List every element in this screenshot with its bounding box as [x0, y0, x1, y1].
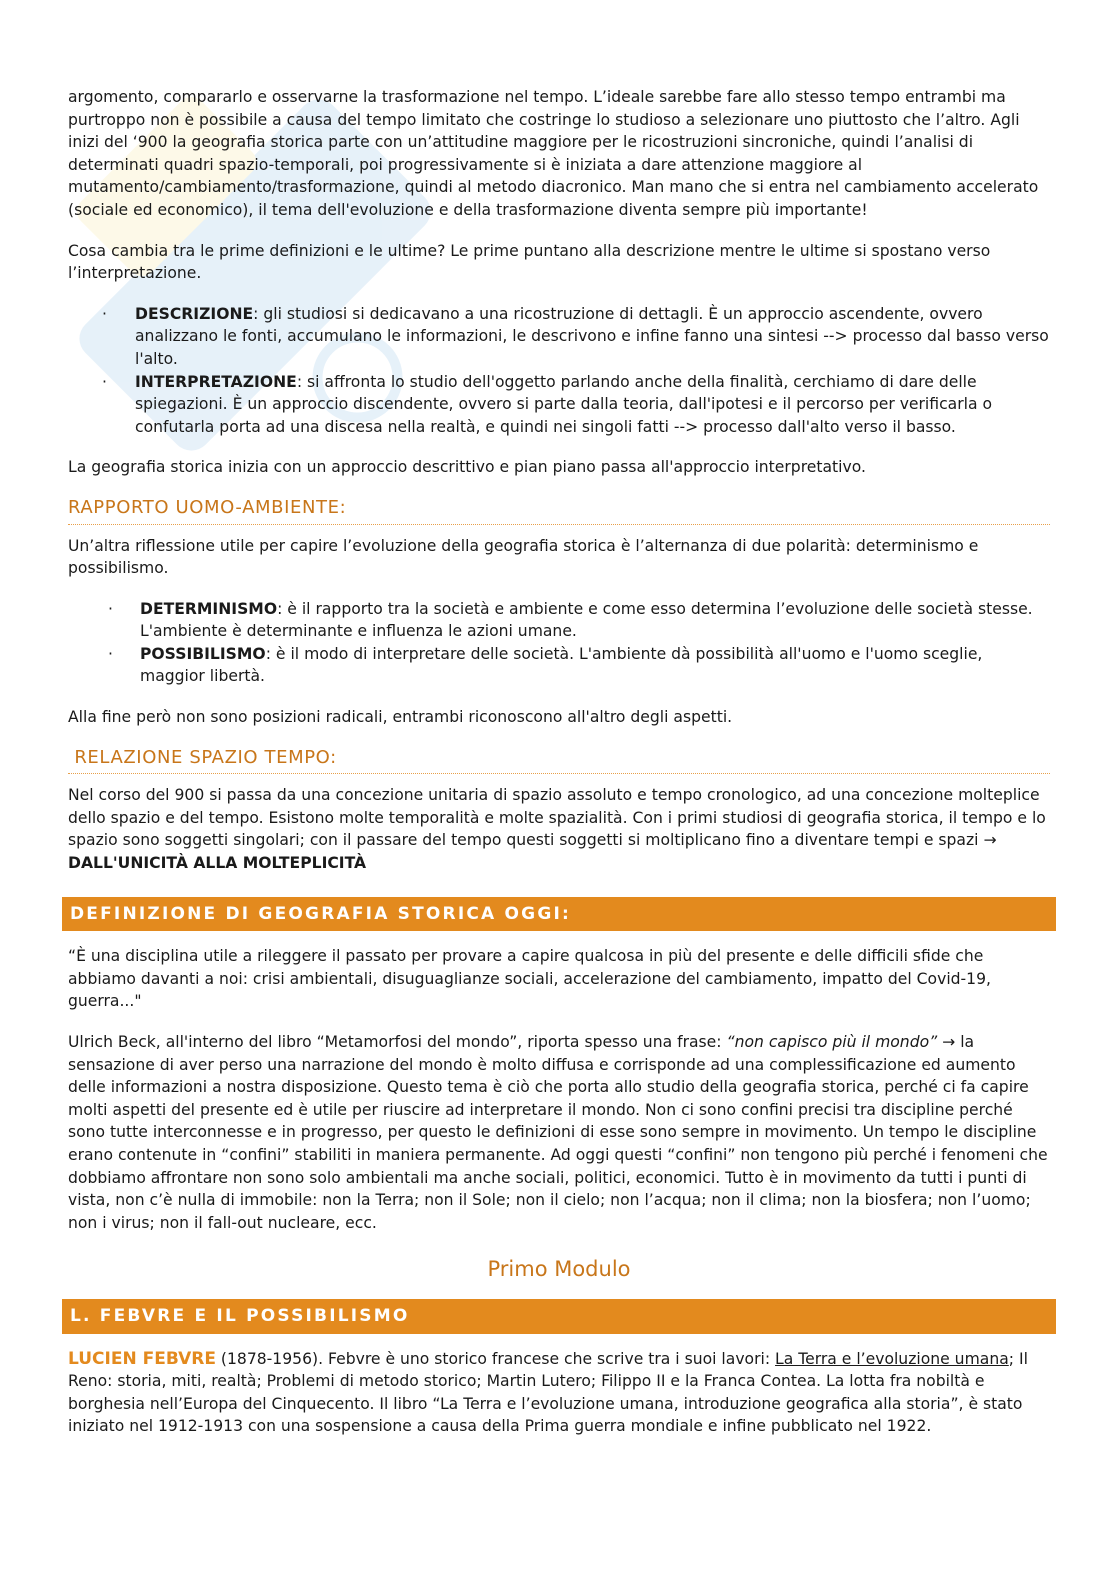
paragraph-approach: La geografia storica inizia con un approccio descrittivo e pian piano passa all'approccio interpretativo. — [68, 458, 866, 477]
paragraph-polarities: Un’altra riflessione utile per capire l’evoluzione della geografia storica è l’alternanza di due polarità: determinismo e possibilismo. — [68, 536, 979, 578]
beck-quote: “non capisco più il mondo” — [726, 1033, 938, 1051]
beck-text: la sensazione di aver perso una narrazione del mondo è molto diffusa e corrisponde ad una complessificazione ed aumento delle informazioni a nostra disposizione. Questo tema è ciò che porta allo studio della geografia storica, perché ci fa capire molti aspetti del presente ed è utile per riuscire ad interpretare il mondo. Non ci sono confini precisi tra discipline perché sono tutte interconnesse e in progresso, per questo le definizioni di esse sono sempre in movimento. Un tempo le discipline erano contenute in “confini” stabiliti in maniera permanente. Ad oggi questi “confini” non tengono più perché i fenomeni che dobbiamo affrontare non sono solo ambientali ma anche sociali, politici, economici. Tutto è in movimento da tutti i punti di vista, non c’è nulla di immobile: non la Terra; non il Sole; non il cielo; non l’acqua; non il clima; non la biosfera; non l’uomo; non i virus; non il fall-out nucleare, ecc. — [68, 1033, 1048, 1232]
term-interpretazione: INTERPRETAZIONE — [135, 372, 297, 391]
heading-definizione: DEFINIZIONE DI GEOGRAFIA STORICA OGGI: — [62, 897, 1056, 932]
list-item — [68, 643, 1050, 688]
febvre-intro: (1878-1956). Febvre è uno storico francese che scrive tra i suoi lavori: — [215, 1349, 776, 1368]
heading-febvre: L. FEBVRE E IL POSSIBILISMO — [62, 1299, 1056, 1334]
paragraph-quote: “È una disciplina utile a rileggere il passato per provare a capire qualcosa in più del presente e delle difficili sfide che abbiamo davanti a noi: crisi ambientali, disuguaglianze sociali, accelerazione del cambiamento, impatto del Covid-19, guerra..." — [68, 947, 991, 1011]
bullet-icon: · — [108, 599, 113, 618]
space-time-text: Nel corso del 900 si passa da una concezione unitaria di spazio assoluto e tempo cronologico, ad una concezione molteplice dello spazio e del tempo. Esistono molte temporalità e molte spazialità. Con i primi studiosi di geografia storica, il tempo e lo spazio sono soggetti singolari; con il passare del tempo questi soggetti si moltiplicano fino a diventare tempi e spazi — [68, 786, 1046, 850]
bullet-icon: · — [102, 372, 107, 391]
term-possibilismo: POSSIBILISMO — [140, 644, 266, 663]
space-time-conclusion: DALL'UNICITÀ ALLA MOLTEPLICITÀ — [68, 854, 367, 873]
module-title: Primo Modulo — [487, 1257, 631, 1282]
bullet-icon: · — [102, 304, 107, 323]
heading-rapporto: RAPPORTO UOMO-AMBIENTE: — [68, 497, 1050, 525]
paragraph-febvre — [68, 1348, 1050, 1438]
term-text: : si affronta lo studio dell'oggetto parlando anche della finalità, cerchiamo di dare delle spiegazioni. È un approccio discendente, ovvero si parte dalla teoria, dall'ipotesi e il percorso per verificarla o confutarla porta ad una discesa nella realtà, e quindi nei singoli fatti --> processo dall'alto verso il basso. — [135, 372, 993, 436]
document-page — [68, 86, 1050, 1456]
list-item — [68, 598, 1050, 643]
term-descrizione: DESCRIZIONE — [135, 304, 254, 323]
term-text: : è il rapporto tra la società e ambiente e come esso determina l’evoluzione delle società stesse. L'ambiente è determinante e influenza le azioni umane. — [140, 599, 1033, 641]
term-text: : è il modo di interpretare delle società. L'ambiente dà possibilità all'uomo e l'uomo sceglie, maggior libertà. — [140, 644, 983, 686]
arrow-icon: → — [937, 1033, 956, 1051]
paragraph-intro: argomento, compararlo e osservarne la trasformazione nel tempo. L’ideale sarebbe fare allo stesso tempo entrambi ma purtroppo non è possibile a causa del tempo limitato che costringe lo studioso a selezionare uno piuttosto che l’altro. Agli inizi del ‘900 la geografia storica parte con un’attitudine maggiore per le ricostruzioni sincroniche, quindi l’analisi di determinati quadri spazio-temporali, poi progressivamente si è iniziata a dare attenzione maggiore al mutamento/cambiamento/trasformazione, quindi al metodo diacronico. Man mano che si entra nel cambiamento accelerato (sociale ed economico), il tema dell'evoluzione e della trasformazione diventa sempre più importante! — [68, 88, 1039, 219]
arrow-icon: → — [983, 831, 997, 850]
book-link: La Terra e l’evoluzione umana — [775, 1349, 1009, 1368]
bullet-icon: · — [108, 644, 113, 663]
list-polarities — [68, 598, 1050, 688]
paragraph-beck — [68, 1031, 1050, 1234]
list-item — [68, 371, 1050, 439]
beck-intro: Ulrich Beck, all'interno del libro “Metamorfosi del mondo”, riporta spesso una frase: — [68, 1033, 727, 1051]
paragraph-space-time — [68, 784, 1050, 874]
heading-relazione: RELAZIONE SPAZIO TEMPO: — [68, 747, 1050, 775]
febvre-text: ; Il Reno: storia, miti, realtà; Problemi di metodo storico; Martin Lutero; Filippo II e la Franca Contea. La lotta fra nobiltà e borghesia nell’Europa del Cinquecento. Il libro “La Terra e l’evoluzione umana, introduzione geografica alla storia”, è stato iniziato nel 1912-1913 con una sospensione a causa della Prima guerra mondiale e infine pubblicato nel 1922. — [68, 1349, 1028, 1436]
list-item — [68, 303, 1050, 371]
term-determinismo: DETERMINISMO — [140, 599, 278, 618]
list-approaches — [68, 303, 1050, 439]
febvre-name: LUCIEN FEBVRE — [68, 1348, 216, 1369]
paragraph-definitions: Cosa cambia tra le prime definizioni e le ultime? Le prime puntano alla descrizione mentre le ultime si spostano verso l’interpretazione. — [68, 241, 991, 283]
paragraph-conclusion: Alla fine però non sono posizioni radicali, entrambi riconoscono all'altro degli aspetti. — [68, 708, 733, 727]
term-text: : gli studiosi si dedicavano a una ricostruzione di dettagli. È un approccio ascendente, ovvero analizzano le fonti, accumulano le informazioni, le descrivono e infine fanno una sintesi --> processo dal basso verso l'alto. — [135, 304, 1049, 368]
